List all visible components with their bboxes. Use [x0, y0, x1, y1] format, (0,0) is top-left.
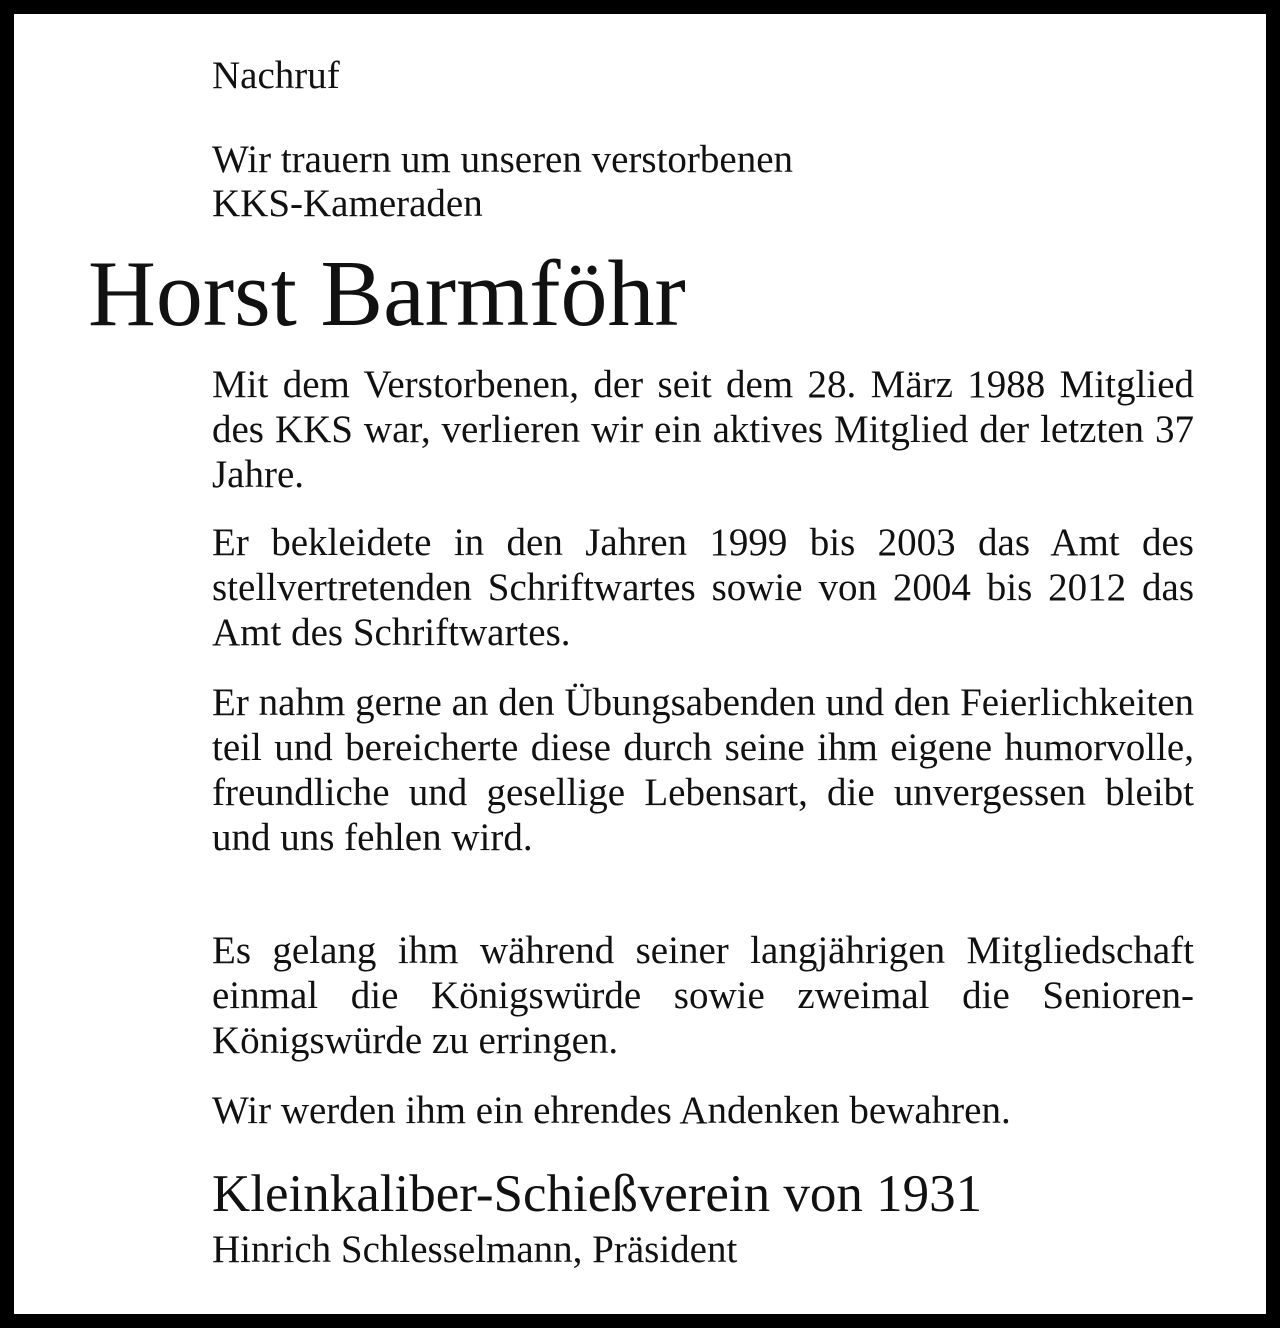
paragraph-character: Er nahm gerne an den Übungsabenden und den Feierlichkeiten teil und bereicherte diese durch seine ihm eigene humorvolle, freundliche und gesellige Lebensart, die unvergessen bleibt und uns fehlen wird. [212, 681, 1194, 859]
paragraph-remembrance: Wir werden ihm ein ehrendes Andenken bewahren. [212, 1089, 1011, 1132]
signatory: Hinrich Schlesselmann, Präsident [212, 1228, 738, 1271]
deceased-name: Horst Barmföhr [88, 242, 686, 346]
intro-line-2: KKS-Kameraden [212, 182, 483, 225]
obituary-notice [14, 14, 1266, 1314]
paragraph-achievements: Es gelang ihm während seiner langjährigen Mitgliedschaft einmal die Königswürde sowie zweimal die Senioren-Königswürde zu erringen. [212, 929, 1194, 1062]
intro-text [212, 138, 1212, 226]
paragraph-membership: Mit dem Verstorbenen, der seit dem 28. März 1988 Mitglied des KKS war, verlieren wir ein aktives Mitglied der letzten 37 Jahre. [212, 363, 1194, 496]
paragraph-offices: Er bekleidete in den Jahren 1999 bis 2003 das Amt des stellvertretenden Schriftwartes sowie von 2004 bis 2012 das Amt des Schriftwartes. [212, 521, 1194, 654]
notice-heading: Nachruf [212, 54, 340, 97]
intro-line-1: Wir trauern um unseren verstorbenen [212, 138, 794, 181]
organization-name: Kleinkaliber-Schießverein von 1931 [212, 1165, 983, 1223]
